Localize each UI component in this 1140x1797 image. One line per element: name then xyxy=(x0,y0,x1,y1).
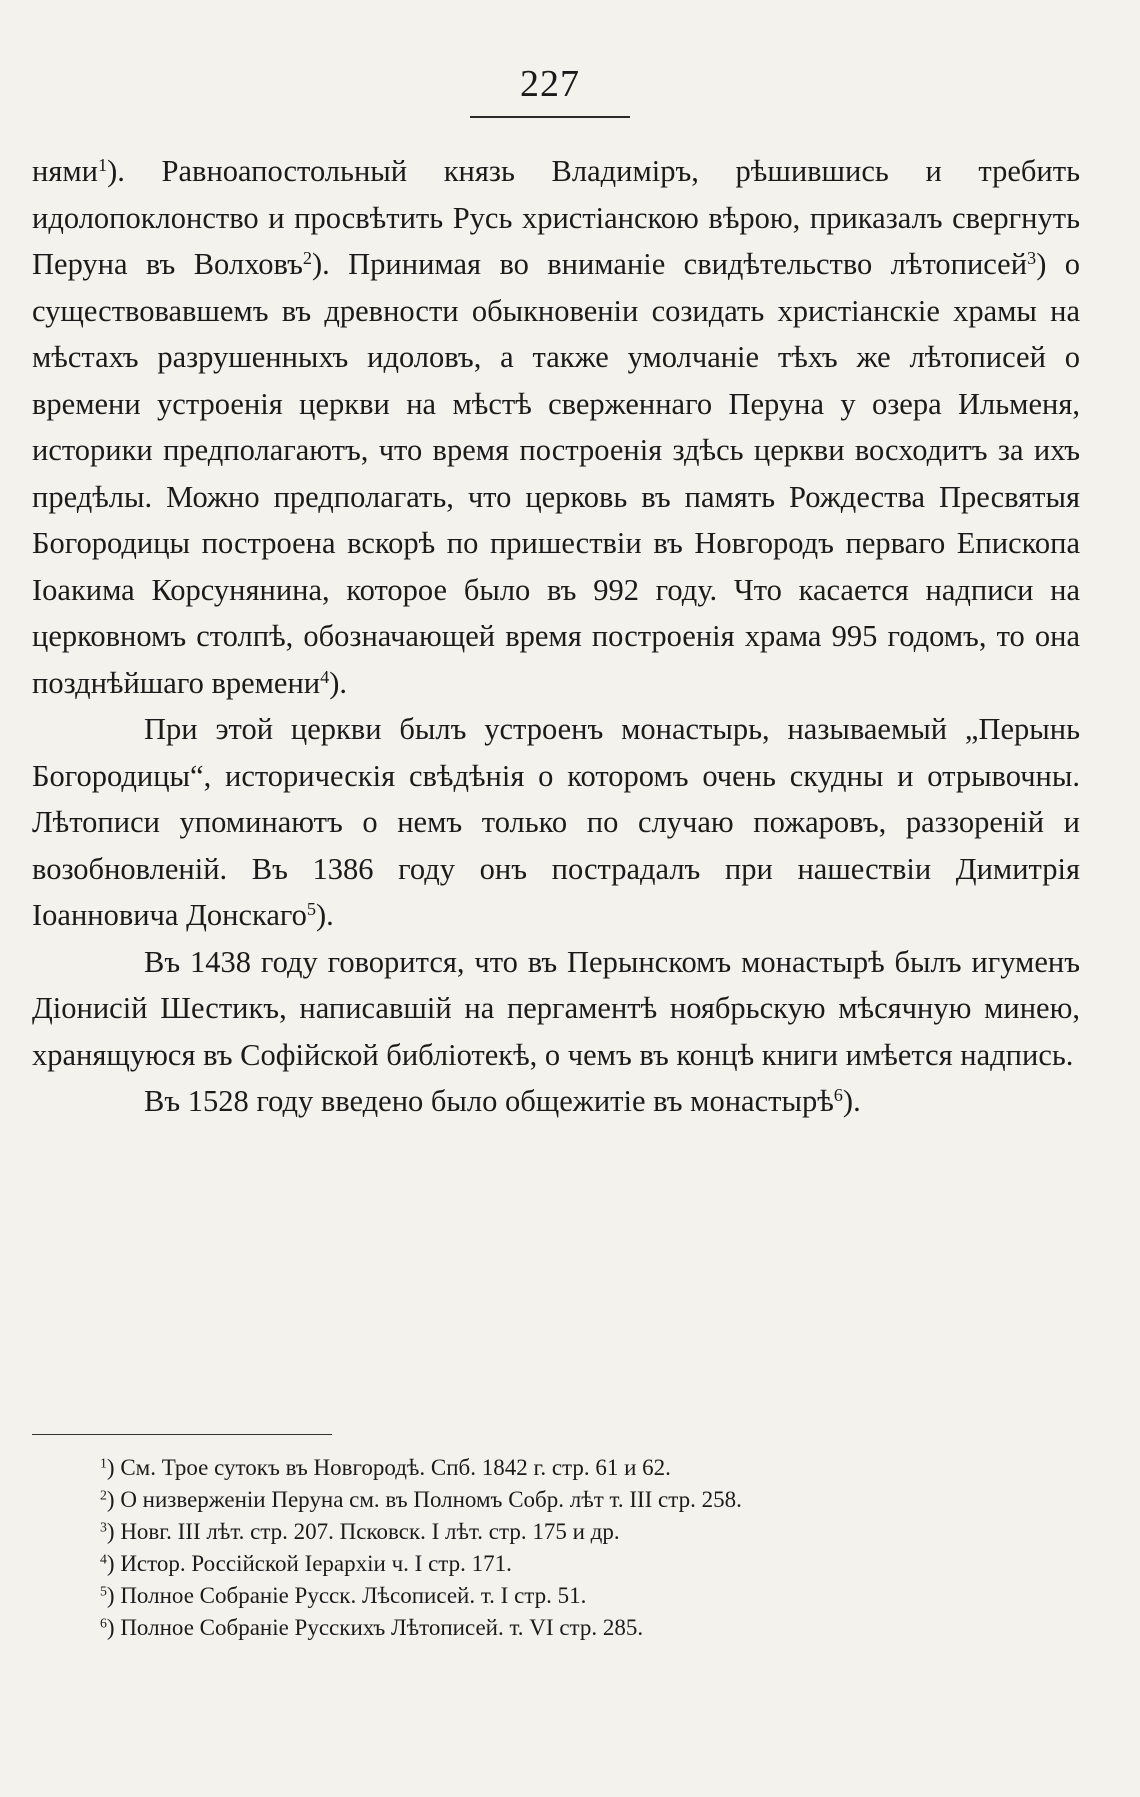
footnote-text: ) О низверженіи Перуна см. въ Полномъ Собр. лѣт т. III стр. 258. xyxy=(106,1487,742,1512)
footnote-ref: 2 xyxy=(302,247,312,268)
footnote xyxy=(100,1452,1040,1484)
footnote-text: ) Новг. III лѣт. стр. 207. Псковск. I лѣт. стр. 175 и др. xyxy=(106,1519,620,1544)
footnote-mark: 3 xyxy=(100,1519,107,1535)
text-run: ). xyxy=(842,1084,861,1118)
text-run: При этой церкви былъ устроенъ монастырь, называемый „Перынь Богородицы“, историческія свѣдѣнія о которомъ очень скудны и отрывочны. Лѣтописи упоминаютъ о немъ только по случаю пожаровъ, раззореній и возобновленій. Въ 1386 году онъ пострадалъ при нашествіи Димитрія Іоанновича Донскаго xyxy=(32,712,1080,932)
text-run: ). Принимая во вниманіе свидѣтельство лѣтописей xyxy=(312,247,1028,281)
paragraph xyxy=(32,148,1080,706)
footnote-ref: 1 xyxy=(97,154,108,175)
text-run: Въ 1438 году говорится, что въ Перынскомъ монастырѣ былъ игуменъ Діонисій Шестикъ, написавшій на пергаментѣ ноябрьскую мѣсячную минею, хранящуюся въ Софійской библіотекѣ, о чемъ въ концѣ книги имѣется надпись. xyxy=(32,944,1080,1072)
paragraph xyxy=(32,939,1080,1079)
text-run: нями xyxy=(32,154,98,188)
paragraph xyxy=(32,706,1080,939)
paragraph xyxy=(32,1078,1080,1125)
body-text xyxy=(32,148,1080,1125)
footnote-mark: 1 xyxy=(100,1455,107,1471)
footnote-text: ) Полное Собраніе Русскихъ Лѣтописей. т. VI стр. 285. xyxy=(106,1615,644,1640)
footnote xyxy=(100,1580,1040,1612)
footnote-ref: 5 xyxy=(306,898,317,919)
text-run: ) о существовавшемъ въ древности обыкновеніи созидать христіанскіе храмы на мѣстахъ разрушенныхъ идоловъ, а также умолчаніе тѣхъ же лѣтописей о времени устроенія церкви на мѣстѣ сверженнаго Перуна у озера Ильменя, историки предполагаютъ, что время построенія здѣсь церкви восходитъ за ихъ предѣлы. Можно предполагать, что церковь въ память Рождества Пресвятыя Богородицы построена вскорѣ по пришествіи въ Новгородъ перваго Епископа Іоакима Корсунянина, которое было въ 992 году. Что касается надписи на церковномъ столпѣ, обозначающей время построенія храма 995 годомъ, то она позднѣйшаго времени xyxy=(32,247,1080,700)
footnote-mark: 4 xyxy=(100,1551,107,1567)
footnote xyxy=(100,1548,1040,1580)
footnote-text: ) См. Трое сутокъ въ Новгородѣ. Спб. 1842 г. стр. 61 и 62. xyxy=(106,1455,671,1480)
footnote-ref: 6 xyxy=(833,1084,843,1105)
footnote-text: ) Полное Собраніе Русск. Лѣсописей. т. I стр. 51. xyxy=(106,1583,587,1608)
footnote xyxy=(100,1612,1040,1644)
footnote-ref: 3 xyxy=(1027,247,1037,268)
text-run: ). xyxy=(329,665,348,700)
footnote-text: ) Истор. Россійской Іерархіи ч. I стр. 171. xyxy=(106,1551,512,1576)
footnote xyxy=(100,1484,1040,1516)
text-run: ). Равноапостольный князь Владиміръ, рѣшившись и требить идолопоклонство и просвѣтить Русь христіанскою вѣрою, приказалъ свергнуть Перуна въ Волховъ xyxy=(32,154,1080,281)
footnote-mark: 2 xyxy=(100,1487,107,1503)
footnote-ref: 4 xyxy=(320,666,330,687)
footnote xyxy=(100,1516,1040,1548)
page-number: 227 xyxy=(520,63,580,105)
text-run: ). xyxy=(316,898,334,932)
text-run: Въ 1528 году введено было общежитіе въ монастырѣ xyxy=(144,1084,834,1118)
footnotes xyxy=(100,1452,1040,1644)
header-rule xyxy=(470,116,630,118)
footnote-separator xyxy=(32,1434,332,1435)
footnote-mark: 6 xyxy=(100,1615,107,1631)
footnote-mark: 5 xyxy=(100,1583,107,1599)
